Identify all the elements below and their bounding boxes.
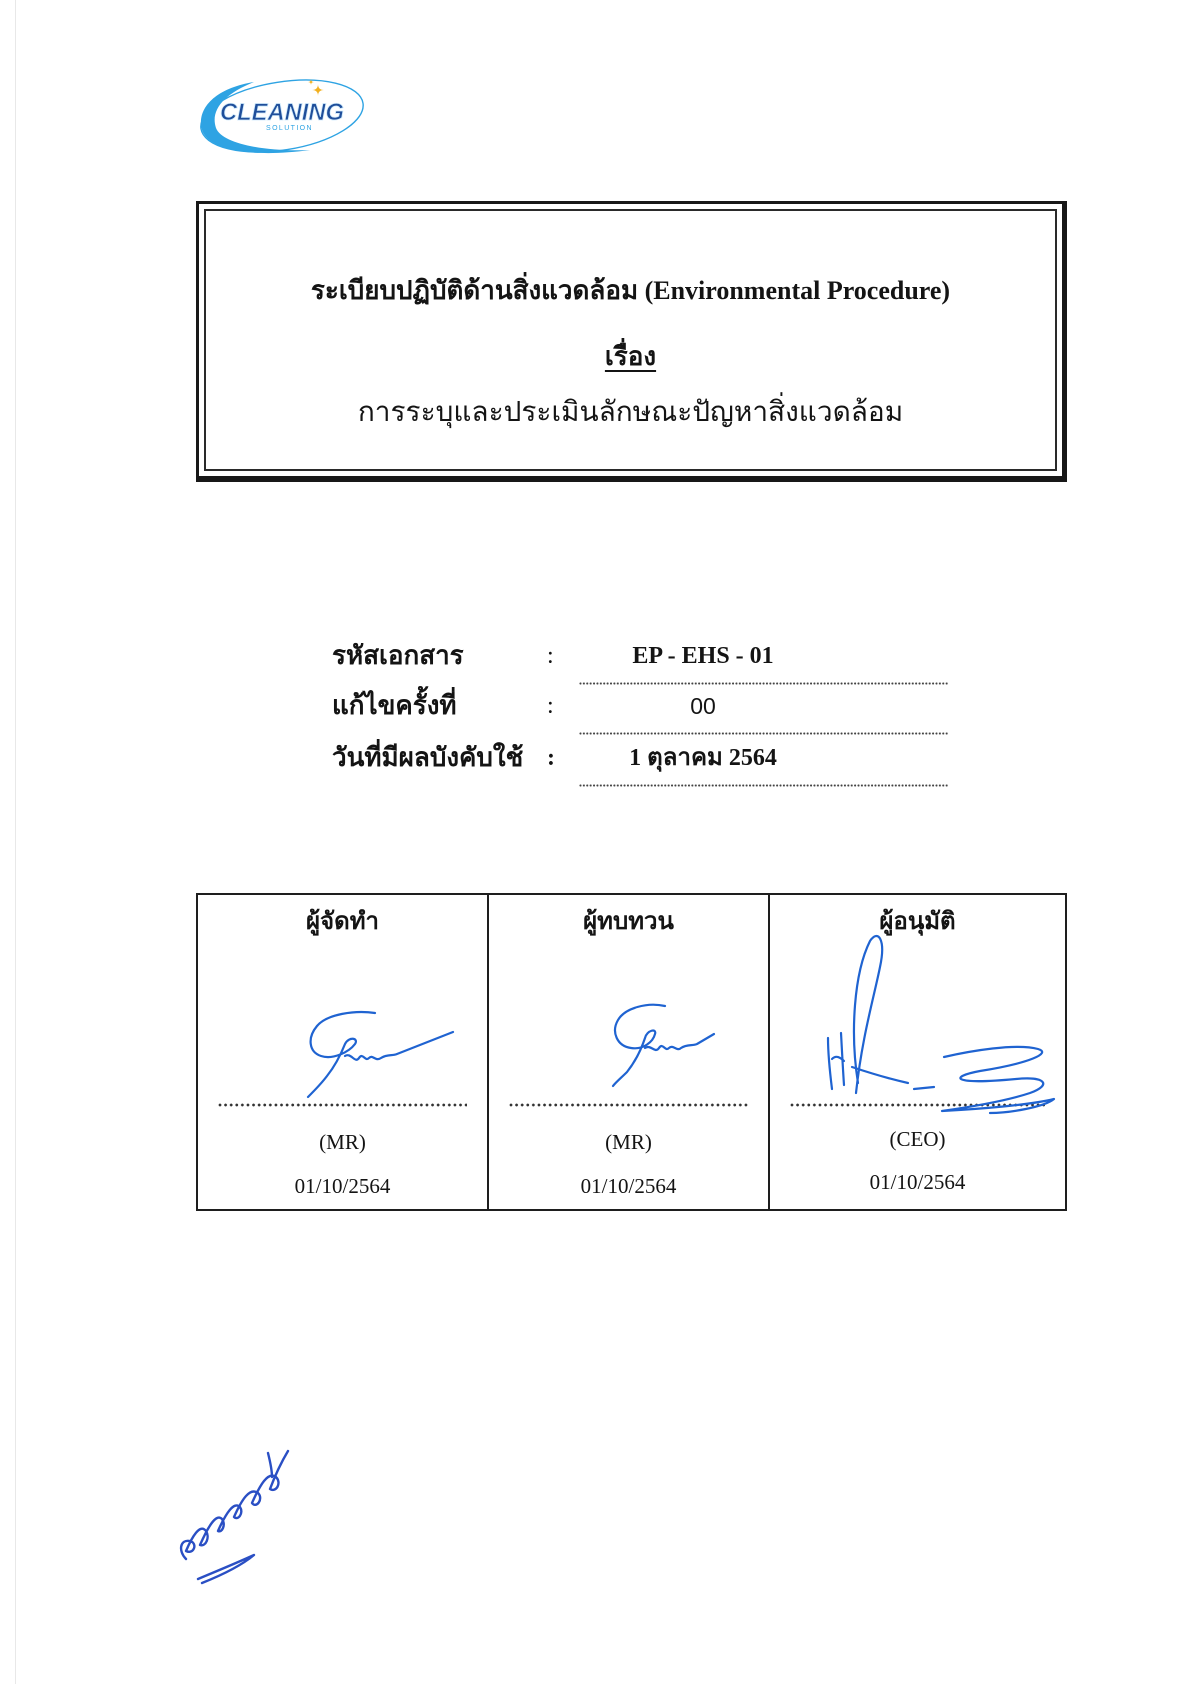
info-value: 1 ตุลาคม 2564 bbox=[629, 745, 777, 771]
info-row-effective-date bbox=[0, 740, 1190, 776]
initials-stroke bbox=[198, 1555, 254, 1583]
approval-column-reviewer bbox=[489, 895, 770, 1209]
info-value: EP - EHS - 01 bbox=[632, 643, 774, 669]
company-logo bbox=[192, 70, 367, 165]
signature-stroke bbox=[852, 1067, 908, 1083]
sparkle-icon bbox=[312, 84, 324, 96]
document-title: ระเบียบปฏิบัติด้านสิ่งแวดล้อม (Environmental Procedure) bbox=[310, 276, 951, 305]
signer-position: (MR) bbox=[319, 1130, 366, 1154]
title-box bbox=[196, 201, 1067, 482]
logo-tagline: SOLUTION bbox=[266, 125, 313, 132]
column-header: ผู้อนุมัติ bbox=[879, 909, 956, 935]
signature-stroke bbox=[914, 1087, 934, 1089]
dotted-line bbox=[579, 732, 949, 735]
info-separator: : bbox=[547, 643, 554, 669]
signature-dotted-line bbox=[509, 1103, 748, 1107]
logo-wordmark: CLEANING bbox=[220, 99, 344, 126]
initials-stroke bbox=[268, 1453, 272, 1477]
handwritten-initials bbox=[172, 1447, 295, 1587]
column-header: ผู้จัดทำ bbox=[305, 909, 379, 935]
signature-stroke bbox=[942, 1047, 1054, 1113]
scan-edge-line bbox=[15, 0, 16, 1684]
approval-column-preparer bbox=[198, 895, 489, 1209]
info-separator: : bbox=[547, 745, 555, 771]
approval-column-approver bbox=[770, 895, 1065, 1209]
info-label: รหัสเอกสาร bbox=[332, 641, 464, 670]
document-subject: การระบุและประเมินลักษณะปัญหาสิ่งแวดล้อม bbox=[357, 397, 904, 428]
info-label: แก้ไขครั้งที่ bbox=[332, 691, 457, 720]
info-row-revision bbox=[0, 688, 1190, 724]
dotted-line bbox=[579, 682, 949, 685]
signature-stroke bbox=[828, 1038, 832, 1089]
column-header: ผู้ทบทวน bbox=[583, 909, 674, 935]
approval-table bbox=[196, 893, 1067, 1211]
signer-position: (MR) bbox=[605, 1130, 652, 1154]
signer-position: (CEO) bbox=[889, 1127, 946, 1151]
signed-date: 01/10/2564 bbox=[869, 1170, 966, 1194]
subject-label: เรื่อง bbox=[604, 342, 657, 371]
info-row-document-code bbox=[0, 638, 1190, 674]
signature-stroke bbox=[308, 1012, 375, 1097]
info-label: วันที่มีผลบังคับใช้ bbox=[332, 743, 524, 772]
signature-dotted-line bbox=[218, 1103, 467, 1107]
info-value: 00 bbox=[690, 693, 716, 719]
signature-approver bbox=[820, 933, 1056, 1115]
signature-reviewer bbox=[611, 1002, 716, 1088]
signature-stroke bbox=[613, 1005, 665, 1086]
signature-preparer bbox=[305, 1008, 455, 1099]
signed-date: 01/10/2564 bbox=[580, 1174, 677, 1198]
dotted-line bbox=[579, 784, 949, 787]
signed-date: 01/10/2564 bbox=[294, 1174, 391, 1198]
info-separator: : bbox=[547, 693, 554, 719]
signature-stroke bbox=[345, 1032, 453, 1060]
